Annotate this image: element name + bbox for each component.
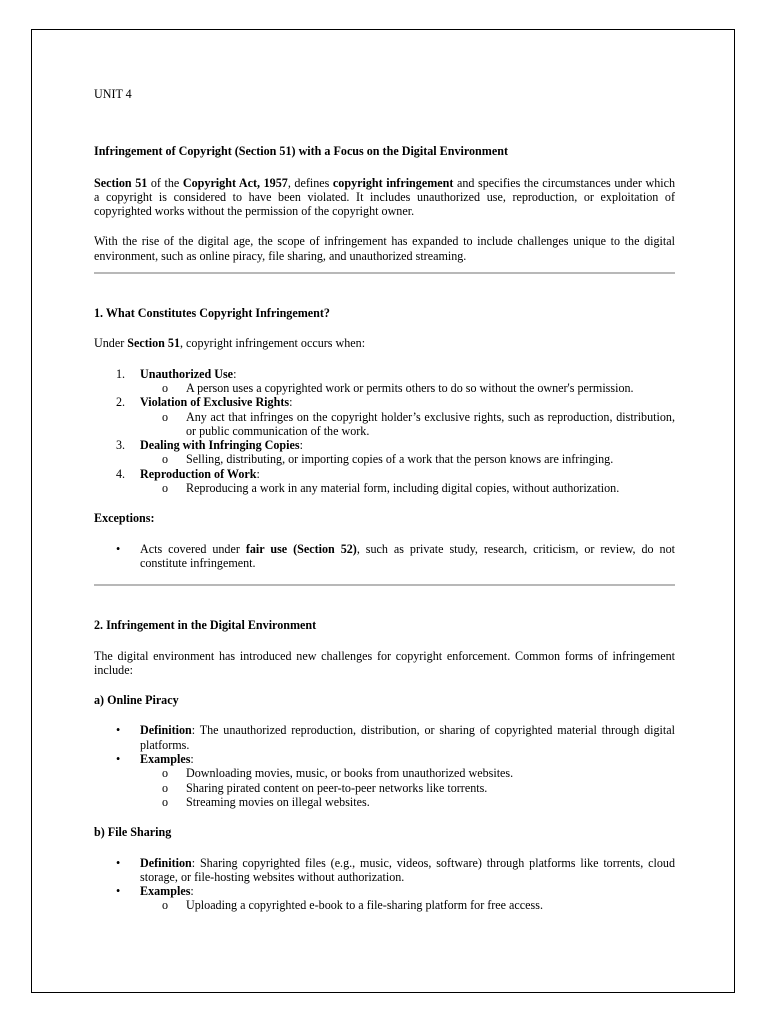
file-sharing-heading: b) File Sharing — [94, 825, 172, 840]
list-item — [94, 542, 675, 571]
list-number: 2. — [116, 395, 126, 410]
sub-list — [140, 898, 675, 912]
colon: : — [256, 466, 260, 481]
sub-item-text: A person uses a copyrighted work or permits others to do so without the owner's permission. — [186, 380, 634, 395]
section-2-heading: 2. Infringement in the Digital Environment — [94, 618, 317, 633]
text: Acts covered under — [140, 541, 246, 556]
colon: : — [190, 884, 194, 899]
circle-bullet-icon: o — [162, 766, 169, 781]
colon: : — [299, 438, 303, 453]
file-sharing-list — [94, 856, 675, 913]
text: , copyright infringement occurs when: — [180, 336, 366, 351]
sub-list-item — [94, 898, 675, 912]
document-title: Infringement of Copyright (Section 51) with a Focus on the Digital Environment — [94, 144, 508, 159]
circle-bullet-icon: o — [162, 380, 169, 395]
colon: : — [190, 752, 194, 767]
list-item — [94, 438, 675, 467]
intro-paragraph-2: With the rise of the digital age, the scope of infringement has expanded to include challenges unique to the digital environment, such as online piracy, file sharing, and unauthorized streaming. — [94, 234, 675, 263]
sub-item-text: Reproducing a work in any material form, including digital copies, without authorization. — [186, 481, 620, 496]
list-item — [94, 884, 675, 913]
list-number: 1. — [116, 366, 126, 381]
sub-item-text: Downloading movies, music, or books from unauthorized websites. — [186, 766, 514, 781]
sub-list — [140, 410, 675, 439]
sub-item-text: Uploading a copyrighted e-book to a file-sharing platform for free access. — [186, 898, 543, 913]
bold-text: Copyright Act, 1957 — [182, 175, 288, 190]
horizontal-rule — [94, 272, 675, 274]
unit-label: UNIT 4 — [94, 87, 132, 101]
sub-item-text: Any act that infringes on the copyright holder’s exclusive rights, such as reproduction, distribution, or public communication of the work. — [186, 409, 675, 438]
bullet-icon: • — [116, 855, 121, 870]
online-piracy-heading: a) Online Piracy — [94, 693, 179, 708]
online-piracy-list — [94, 723, 675, 809]
circle-bullet-icon: o — [162, 409, 169, 424]
document-page — [31, 29, 735, 993]
examples-label: Examples — [140, 884, 191, 899]
examples-label: Examples — [140, 752, 191, 767]
document-content — [94, 87, 675, 929]
sub-list — [140, 766, 675, 809]
section-2-lead: The digital environment has introduced new challenges for copyright enforcement. Common forms of infringement include: — [94, 648, 675, 677]
bold-text: Section 51 — [94, 175, 148, 190]
circle-bullet-icon: o — [162, 898, 169, 913]
sub-list-item — [94, 381, 675, 395]
exceptions-heading: Exceptions: — [94, 511, 155, 526]
list-item — [94, 467, 675, 496]
text: of the — [147, 175, 183, 190]
circle-bullet-icon: o — [162, 794, 169, 809]
list-item — [94, 395, 675, 438]
sub-list-item — [94, 781, 675, 795]
list-item — [94, 723, 675, 752]
definition-label: Definition — [140, 723, 192, 738]
bold-text: Section 51 — [127, 336, 180, 351]
list-item — [94, 752, 675, 809]
list-item-label: Unauthorized Use — [140, 366, 234, 381]
sub-list — [140, 381, 675, 395]
sub-list-item — [94, 766, 675, 780]
text: and specifies the circumstances under which a copyright is considered to have been violated. It includes unauthorized use, reproduction, or exploitation of copyrighted works without the permission of the copyright owner. — [94, 175, 676, 219]
bold-text: fair use (Section 52) — [245, 541, 357, 556]
intro-paragraph-1 — [94, 176, 675, 219]
sub-list-item — [94, 452, 675, 466]
sub-list-item — [94, 410, 675, 439]
sub-list-item — [94, 481, 675, 495]
exceptions-list — [94, 542, 675, 571]
bold-text: copyright infringement — [332, 175, 454, 190]
section-1-lead — [94, 336, 675, 350]
list-number: 3. — [116, 438, 126, 453]
infringement-conditions-list — [94, 367, 675, 496]
sub-list-item — [94, 795, 675, 809]
bullet-icon: • — [116, 752, 121, 767]
circle-bullet-icon: o — [162, 452, 169, 467]
sub-item-text: Selling, distributing, or importing copies of a work that the person knows are infringing. — [186, 452, 614, 467]
colon: : — [233, 366, 237, 381]
bullet-icon: • — [116, 541, 121, 556]
list-item-label: Reproduction of Work — [140, 466, 257, 481]
sub-item-text: Streaming movies on illegal websites. — [186, 794, 370, 809]
bullet-icon: • — [116, 884, 121, 899]
horizontal-rule — [94, 584, 675, 586]
bullet-icon: • — [116, 723, 121, 738]
sub-list — [140, 452, 675, 466]
definition-label: Definition — [140, 855, 192, 870]
list-item-label: Violation of Exclusive Rights — [140, 395, 290, 410]
sub-list — [140, 481, 675, 495]
circle-bullet-icon: o — [162, 481, 169, 496]
text: , such as private study, research, criticism, or review, do not constitute infringement. — [140, 541, 675, 570]
definition-text: : Sharing copyrighted files (e.g., music, videos, software) through platforms like torrents, cloud storage, or file-hosting websites without authorization. — [140, 855, 675, 884]
list-item — [94, 367, 675, 396]
definition-text: : The unauthorized reproduction, distribution, or sharing of copyrighted material through digital platforms. — [140, 723, 675, 752]
colon: : — [289, 395, 293, 410]
text: Under — [94, 336, 128, 351]
section-1-heading: 1. What Constitutes Copyright Infringement? — [94, 306, 330, 321]
sub-item-text: Sharing pirated content on peer-to-peer networks like torrents. — [186, 780, 488, 795]
list-item — [94, 856, 675, 885]
circle-bullet-icon: o — [162, 780, 169, 795]
text: , defines — [287, 175, 333, 190]
list-number: 4. — [116, 466, 126, 481]
list-item-label: Dealing with Infringing Copies — [140, 438, 300, 453]
